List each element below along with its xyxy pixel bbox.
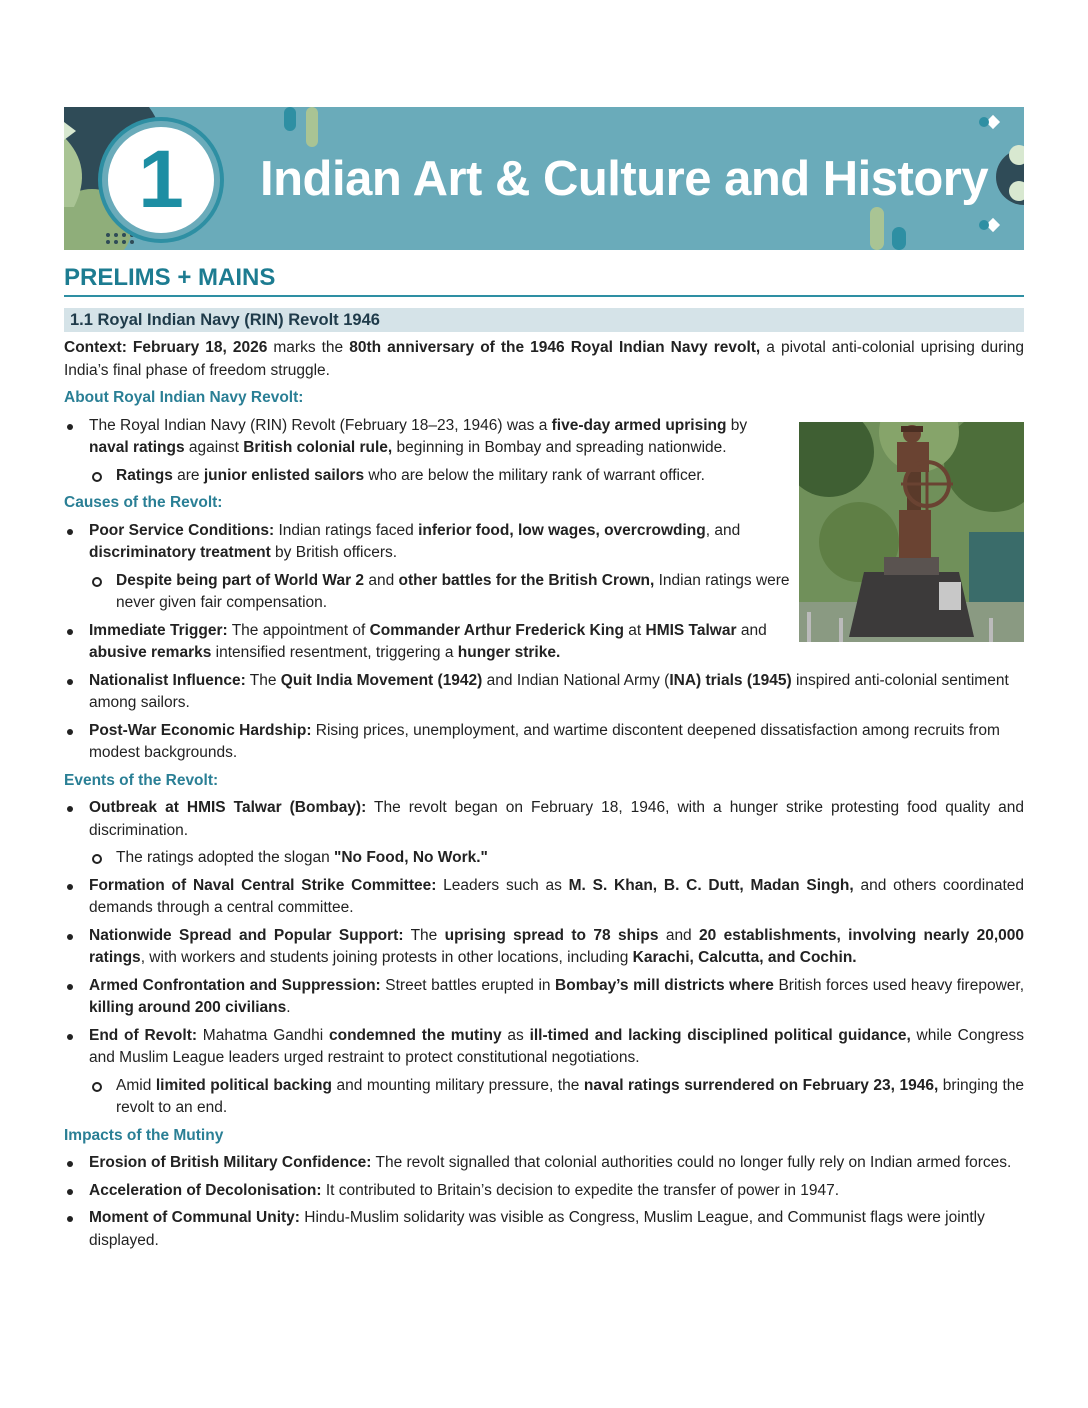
bold-text: killing around 200 civilians — [89, 999, 287, 1016]
text: Hindu-Muslim solidarity was visible as Congress, Muslim League, and Communist flags were jointly displayed. — [89, 1209, 985, 1249]
chapter-number: 1 — [138, 134, 184, 225]
text: and others coordinated demands through a central committee. — [89, 876, 1024, 916]
bold-text: Armed Confrontation and Suppression: — [89, 976, 381, 994]
text: Indian ratings were never given fair compensation. — [116, 571, 790, 611]
bold-text: 20 establishments, involving nearly 20,000 ratings — [89, 926, 1025, 966]
list-item — [64, 1152, 1024, 1175]
impacts-heading: Impacts of the Mutiny — [64, 1126, 224, 1144]
bold-text: Immediate Trigger: — [89, 621, 228, 639]
sub-list-item — [89, 465, 784, 488]
banner-pill-3 — [870, 207, 884, 250]
context-paragraph — [64, 337, 1024, 382]
banner-pill-4 — [892, 227, 906, 250]
text: and — [658, 926, 700, 944]
text: marks the — [267, 339, 350, 356]
bold-text: Despite being part of World War 2 — [116, 571, 365, 589]
bold-text: Post-War Economic Hardship: — [89, 721, 312, 739]
list-item — [64, 1207, 1024, 1252]
bold-text: Outbreak at HMIS Talwar (Bombay): — [89, 799, 367, 816]
sub-list-item — [89, 570, 809, 615]
text: who are below the military rank of warrant officer. — [364, 466, 705, 484]
article-content — [64, 337, 1024, 1257]
context-highlight: 80th anniversary of the 1946 Royal Indian Navy revolt, — [349, 339, 761, 356]
bold-text: British colonial rule, — [243, 439, 393, 456]
sub-list — [89, 465, 784, 488]
events-list — [64, 797, 1024, 1120]
bold-text: hunger strike. — [457, 644, 561, 661]
impacts-list — [64, 1152, 1024, 1252]
list-item — [64, 975, 1024, 1020]
text: Leaders such as — [436, 876, 569, 894]
bold-text: other battles for the British Crown, — [398, 571, 655, 589]
text: The Royal Indian Navy (RIN) Revolt (February 18–23, 1946) was a — [89, 416, 552, 434]
text: against — [184, 439, 244, 456]
bold-text: Ratings — [116, 466, 173, 484]
banner-pill-1 — [284, 107, 296, 131]
list-item — [64, 620, 809, 665]
sub-list-item — [89, 847, 1024, 870]
bold-text: Nationwide Spread and Popular Support: — [89, 926, 404, 944]
text: Mahatma Gandhi — [197, 1026, 329, 1044]
list-item — [64, 1180, 1024, 1203]
sub-list-item — [89, 1075, 1024, 1120]
text: and mounting military pressure, the — [331, 1076, 584, 1094]
bold-text: inferior food, low wages, overcrowding — [418, 521, 706, 539]
bold-text: INA) trials (1945) — [669, 671, 792, 689]
bold-text: M. S. Khan, B. C. Dutt, Madan Singh, — [568, 876, 854, 894]
chapter-banner — [64, 107, 1024, 250]
text: by British officers. — [270, 544, 398, 561]
causes-heading: Causes of the Revolt: — [64, 494, 223, 511]
text: Rising prices, unemployment, and wartime discontent deepened dissatisfaction among recruits from modest backgrounds. — [89, 721, 1000, 761]
list-item — [64, 875, 1024, 920]
context-label: Context: February 18, 2026 — [64, 339, 268, 356]
text: and — [736, 621, 767, 639]
text: and Indian National Army ( — [482, 671, 670, 689]
list-item — [64, 520, 809, 615]
bold-text: Karachi, Calcutta, and Cochin. — [632, 949, 857, 966]
bold-text: Nationalist Influence: — [89, 671, 246, 689]
text: It contributed to Britain’s decision to expedite the transfer of power in 1947. — [321, 1181, 840, 1199]
banner-pill-2 — [306, 107, 318, 147]
text: , and — [705, 521, 741, 539]
bold-text: junior enlisted sailors — [203, 466, 365, 484]
bold-text: Bombay’s mill districts where — [555, 976, 774, 994]
bold-text: Moment of Communal Unity: — [89, 1209, 300, 1226]
text: and — [364, 571, 399, 589]
bold-text: condemned the mutiny — [328, 1026, 502, 1044]
text: Street battles erupted in — [380, 976, 556, 994]
text: The revolt signalled that colonial authorities could no longer fully rely on Indian armed forces. — [371, 1154, 1012, 1171]
text: while Congress and Muslim League leaders urged restraint to protect constitutional negotiations. — [89, 1026, 1024, 1066]
list-item — [64, 720, 1024, 765]
bold-text: naval ratings surrendered on February 23, 1946, — [583, 1076, 939, 1094]
events-heading: Events of the Revolt: — [64, 771, 219, 789]
text: intensified resentment, triggering a — [211, 644, 458, 661]
list-item — [64, 797, 1024, 870]
bold-text: Formation of Naval Central Strike Committee: — [89, 876, 437, 894]
text: by — [726, 416, 748, 434]
sub-list — [89, 847, 1024, 870]
bold-text: uprising spread to 78 ships — [444, 926, 659, 944]
text: bringing the revolt to an end. — [116, 1076, 1024, 1116]
bold-text: "No Food, No Work." — [334, 849, 488, 866]
bold-text: ill-timed and lacking disciplined political guidance, — [529, 1026, 911, 1044]
text: beginning in Bombay and spreading nationwide. — [392, 439, 727, 456]
text: at — [623, 621, 646, 639]
text: are — [172, 466, 204, 484]
text: The ratings adopted the slogan — [116, 849, 335, 866]
bold-text: Quit India Movement (1942) — [280, 671, 483, 689]
text: The — [403, 926, 445, 944]
sub-list — [89, 1075, 1024, 1120]
about-list — [64, 415, 784, 488]
list-item — [64, 415, 784, 488]
bold-text: HMIS Talwar — [645, 621, 737, 639]
text: The appointment of — [227, 621, 370, 639]
about-heading: About Royal Indian Navy Revolt: — [64, 389, 304, 406]
bold-text: Erosion of British Military Confidence: — [89, 1154, 372, 1171]
text: The revolt began on February 18, 1946, with a hunger strike protesting food quality and discrimination. — [89, 799, 1024, 839]
list-item — [64, 1025, 1024, 1120]
text: , with workers and students joining protests in other locations, including — [140, 949, 633, 966]
text: British forces used heavy firepower, — [773, 976, 1025, 994]
section-header: PRELIMS + MAINS — [64, 264, 1024, 297]
text: Amid — [116, 1076, 156, 1094]
bold-text: limited political backing — [155, 1076, 332, 1094]
text: inspired anti-colonial sentiment among sailors. — [89, 671, 1009, 711]
text: . — [286, 999, 291, 1016]
text: a pivotal anti-colonial uprising during India’s final phase of freedom struggle. — [64, 339, 1024, 379]
list-item — [64, 670, 1024, 715]
text: The — [245, 671, 281, 689]
topic-title: 1.1 Royal Indian Navy (RIN) Revolt 1946 — [64, 308, 1024, 332]
banner-small-dot-1 — [979, 117, 989, 127]
causes-list — [64, 520, 1024, 765]
bold-text: abusive remarks — [89, 644, 212, 661]
bold-text: discriminatory treatment — [89, 544, 271, 561]
bold-text: Commander Arthur Frederick King — [369, 621, 624, 639]
sub-list — [89, 570, 809, 615]
text: as — [501, 1026, 530, 1044]
chapter-title: Indian Art & Culture and History — [260, 152, 989, 206]
bold-text: five-day armed uprising — [551, 416, 727, 434]
text: Indian ratings faced — [274, 521, 419, 539]
chapter-number-badge — [108, 127, 214, 233]
bold-text: Acceleration of Decolonisation: — [89, 1181, 322, 1199]
bold-text: Poor Service Conditions: — [89, 521, 275, 539]
banner-small-dot-2 — [979, 220, 989, 230]
bold-text: End of Revolt: — [89, 1026, 198, 1044]
bold-text: naval ratings — [89, 439, 185, 456]
list-item — [64, 925, 1024, 970]
